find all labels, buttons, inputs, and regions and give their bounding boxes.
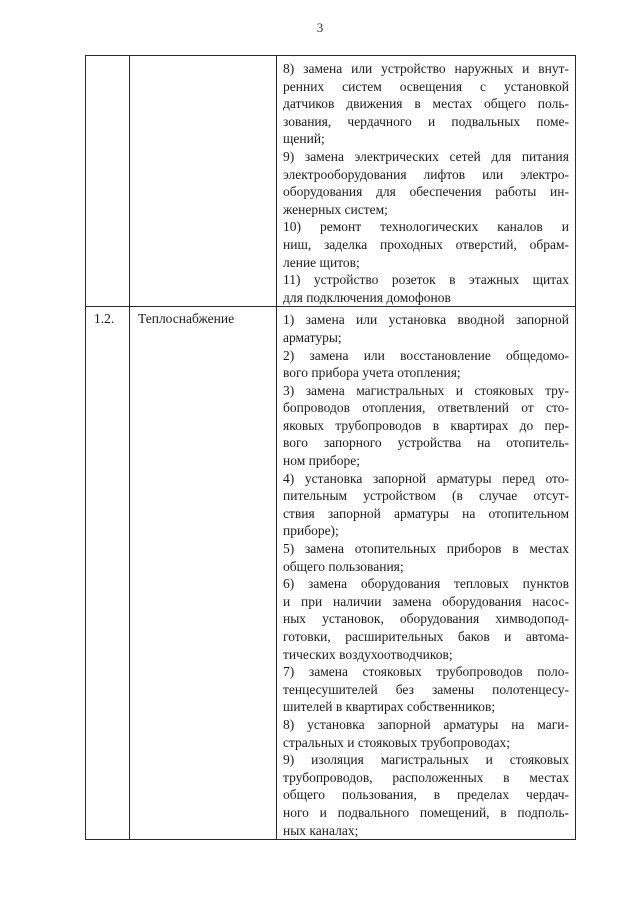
- work-item-line: общего пользования, в пределах чердач-: [283, 787, 569, 803]
- work-item: [283, 347, 569, 382]
- work-item: [283, 60, 569, 148]
- work-item-line: 6) замена оборудования тепловых пунктов: [283, 576, 569, 592]
- work-item-line: 7) замена стояковых трубопроводов поло-: [283, 664, 569, 680]
- page-number: 3: [316, 20, 324, 35]
- work-item-line: 5) замена отопительных приборов в местах: [283, 541, 569, 557]
- work-item-line: вого запорного устройства на отопитель-: [283, 435, 569, 451]
- work-item-line: 3) замена магистральных и стояковых тру-: [283, 382, 569, 398]
- work-item: [283, 218, 569, 271]
- work-item: [283, 663, 569, 716]
- work-item-line: тенцесушителей без замены полотенцесу-: [283, 681, 569, 697]
- work-item-line: стральных и стояковых трубопроводах;: [283, 734, 510, 750]
- work-item: [283, 470, 569, 540]
- table-row: [86, 56, 576, 307]
- work-item-line: женерных систем;: [283, 201, 388, 217]
- work-item-line: ных каналах;: [283, 822, 359, 838]
- work-item-line: 4) установка запорной арматуры перед ото-: [283, 470, 569, 486]
- work-item-line: 9) замена электрических сетей для питания: [283, 148, 569, 164]
- work-item: [283, 382, 569, 470]
- work-item-line: электрооборудования лифтов или электро-: [283, 166, 569, 182]
- work-item: [283, 540, 569, 575]
- work-item-line: шителей в квартирах собственников;: [283, 699, 496, 715]
- works-table: [85, 55, 576, 840]
- work-item-line: ренних систем освещения с установкой: [283, 78, 569, 94]
- work-item: [283, 575, 569, 663]
- work-item-line: вого прибора учета отопления;: [283, 365, 461, 381]
- work-item-line: яковых трубопроводов в квартирах до пер-: [283, 417, 569, 433]
- work-item-line: 8) замена или устройство наружных и внут-: [283, 61, 569, 76]
- row-number: [86, 56, 130, 307]
- work-item-line: щений;: [283, 131, 325, 147]
- work-item-line: ствия запорной арматуры на отопительном: [283, 505, 569, 521]
- work-item-line: 2) замена или восстановление общедомо-: [283, 347, 569, 363]
- work-item-line: ление щитов;: [283, 254, 360, 270]
- work-item: [283, 716, 569, 751]
- work-item-line: приборе);: [283, 523, 339, 539]
- work-item: [283, 148, 569, 218]
- work-item: [283, 751, 569, 839]
- row-number: 1.2.: [86, 307, 130, 840]
- work-item-line: тических воздухоотводчиков;: [283, 646, 453, 662]
- work-item-line: ного и подвального помещений, в подполь-: [283, 804, 569, 820]
- row-name: Теплоснабжение: [130, 307, 277, 840]
- work-item-line: 9) изоляция магистральных и стояковых: [283, 752, 569, 768]
- row-description: [277, 307, 576, 840]
- work-item-line: 10) ремонт технологических каналов и: [283, 219, 569, 235]
- work-item-line: пительным устройством (в случае отсут-: [283, 488, 569, 504]
- work-item-line: трубопроводов, расположенных в местах: [283, 769, 569, 785]
- work-item-line: 11) устройство розеток в этажных щитах: [283, 272, 569, 288]
- work-item-line: 8) установка запорной арматуры на маги-: [283, 716, 569, 732]
- work-item-line: бопроводов отопления, ответвлений от сто-: [283, 400, 569, 416]
- work-item: [283, 311, 569, 346]
- row-description: [277, 56, 576, 307]
- work-item: [283, 271, 569, 306]
- work-item-line: ниш, заделка проходных отверстий, обрам-: [283, 236, 569, 252]
- work-item-line: арматуры;: [283, 329, 342, 345]
- work-item-line: датчиков движения в местах общего поль-: [283, 96, 569, 112]
- work-item-line: ном приборе;: [283, 453, 360, 469]
- work-item-line: общего пользования;: [283, 558, 404, 574]
- work-item-line: готовки, расширительных баков и автома-: [283, 629, 569, 644]
- table-row: [86, 307, 576, 840]
- row-name: [130, 56, 277, 307]
- work-item-line: для подключения домофонов: [283, 289, 451, 305]
- work-item-line: ных установок, оборудования химводопод-: [283, 611, 569, 627]
- work-item-line: оборудования для обеспечения работы ин-: [283, 184, 569, 200]
- work-item-line: зования, чердачного и подвальных поме-: [283, 113, 569, 129]
- work-item-line: и при наличии замена оборудования насос-: [283, 593, 569, 609]
- work-item-line: 1) замена или установка вводной запорной: [283, 312, 569, 328]
